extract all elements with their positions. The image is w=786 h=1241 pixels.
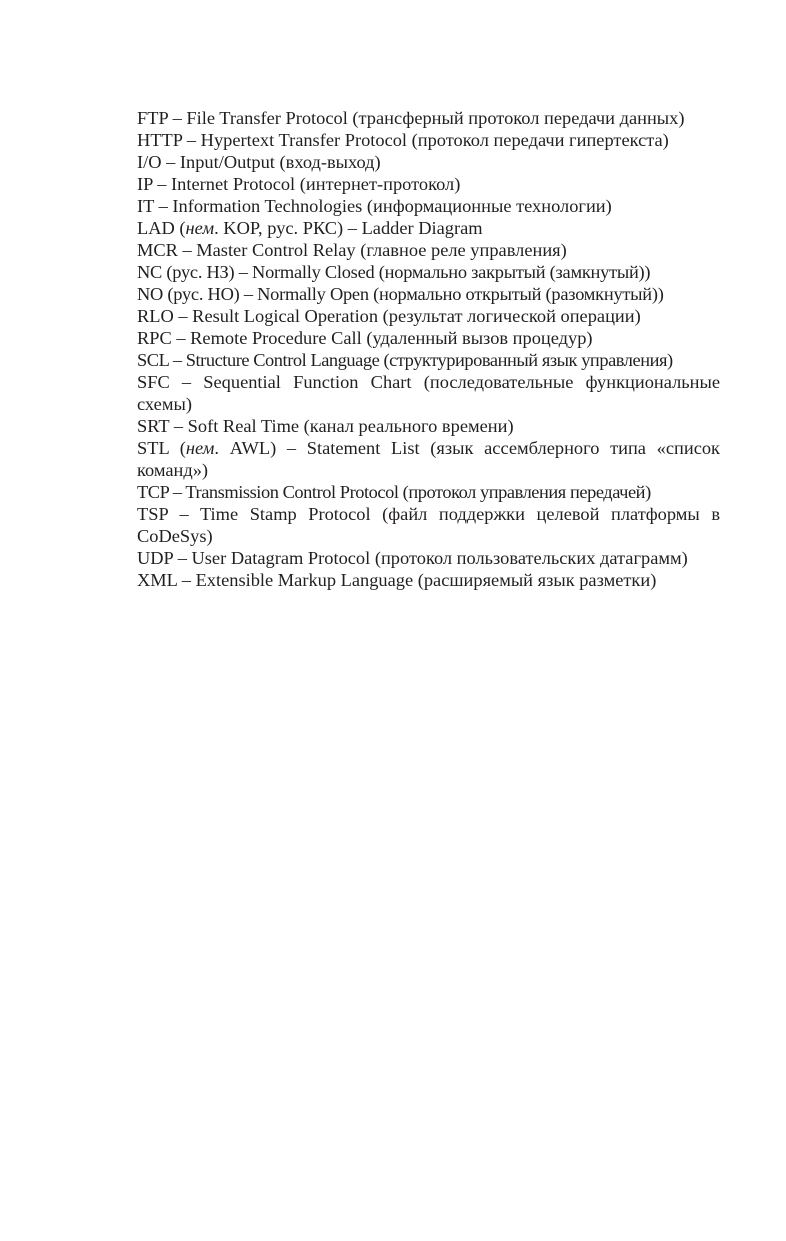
- abbr-ip: IP – Internet Protocol (интернет-протокол): [137, 174, 461, 194]
- abbr-xml: XML – Extensible Markup Language (расширяемый язык разметки): [137, 570, 657, 590]
- abbr-udp: UDP – User Datagram Protocol (протокол пользовательских датаграмм): [137, 548, 688, 568]
- abbr-ftp: FTP – File Transfer Protocol (трансферный протокол передачи данных): [137, 108, 685, 128]
- abbr-lad-italic: нем: [185, 218, 215, 238]
- abbr-srt: SRT – Soft Real Time (канал реального времени): [137, 416, 514, 436]
- abbr-lad: [137, 217, 720, 239]
- abbr-no: NO (рус. НО) – Normally Open (нормально открытый (разомкнутый)): [137, 284, 664, 304]
- abbr-stl-pre: STL (: [137, 438, 186, 458]
- abbr-io: I/O – Input/Output (вход-выход): [137, 152, 381, 172]
- abbr-scl: SCL – Structure Control Language (структурированный язык управления): [137, 350, 673, 370]
- abbreviations-list: [137, 107, 720, 591]
- abbr-it: IT – Information Technologies (информационные технологии): [137, 196, 612, 216]
- abbr-stl-italic: нем: [185, 438, 215, 458]
- abbr-mcr: MCR – Master Control Relay (главное реле управления): [137, 240, 567, 260]
- abbr-stl: [137, 437, 720, 481]
- abbr-sfc: SFC – Sequential Function Chart (последовательные функциональные схемы): [137, 372, 720, 414]
- abbr-http: HTTP – Hypertext Transfer Protocol (протокол передачи гипертекста): [137, 130, 669, 150]
- abbr-nc: NC (рус. НЗ) – Normally Closed (нормально закрытый (замкнутый)): [137, 262, 651, 282]
- abbr-tsp: TSP – Time Stamp Protocol (файл поддержки целевой платформы в CoDeSys): [137, 504, 720, 546]
- abbr-stl-post: . AWL) – Statement List (язык ассемблерного типа «список команд»): [137, 438, 720, 480]
- abbr-tcp: TCP – Transmission Control Protocol (протокол управления передачей): [137, 482, 651, 502]
- abbr-rlo: RLO – Result Logical Operation (результат логической операции): [137, 306, 641, 326]
- abbr-rpc: RPC – Remote Procedure Call (удаленный вызов процедур): [137, 328, 593, 348]
- abbr-lad-post: . KOP, рус. РКС) – Ladder Diagram: [214, 218, 483, 238]
- abbr-lad-pre: LAD (: [137, 218, 186, 238]
